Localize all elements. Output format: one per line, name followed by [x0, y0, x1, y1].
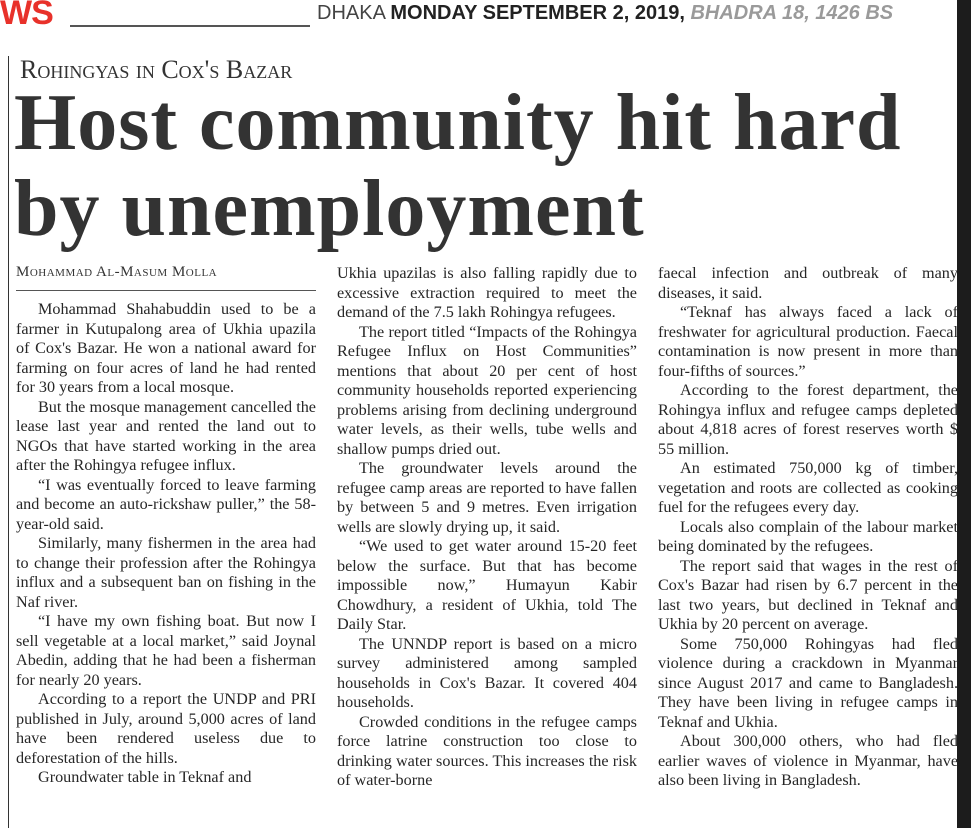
article-column-3 [658, 264, 958, 791]
paragraph: “We used to get water around 15-20 feet below the surface. But that has become impossible now,” Humayun Kabir Chowdhury, a resident of Ukhia, told The Daily Star. [337, 537, 637, 633]
article-kicker: Rohingyas in Cox's Bazar [20, 55, 293, 84]
dateline-bangla-date: BHADRA 18, 1426 BS [690, 2, 894, 24]
paragraph: Some 750,000 Rohingyas had fled violence during a crackdown in Myanmar since August 2017 and came to Bangladesh. They have been living in refugee camps in Teknaf and Ukhia. [658, 634, 958, 731]
article-headline: Host community hit hard by unemployment [14, 79, 902, 253]
paragraph: “Teknaf has always faced a lack of freshwater for agricultural production. Faecal contamination is now present in more than four-fifths of sources.” [658, 303, 958, 380]
paragraph: According to the forest department, the Rohingya influx and refugee camps depleted about 4,818 acres of forest reserves worth $ 55 million. [658, 381, 958, 458]
paragraph: The groundwater levels around the refugee camp areas are reported to have fallen by between 5 and 9 metres. Even irrigation wells are slowly drying up, it said. [337, 459, 637, 536]
paragraph: The report said that wages in the rest of Cox's Bazar had risen by 6.7 percent in the last two years, but declined in Teknaf and Ukhia by 20 percent on average. [658, 556, 958, 633]
byline-rule [16, 290, 316, 291]
paragraph: faecal infection and outbreak of many diseases, it said. [658, 264, 958, 302]
paragraph: But the mosque management cancelled the lease last year and rented the land out to NGOs that have started working in the area after the Rohingya refugee influx. [16, 397, 316, 474]
article-byline: Mohammad Al-Masum Molla [16, 264, 218, 280]
paragraph: The UNNDP report is based on a micro survey administered among sampled households in Cox's Bazar. It covered 404 households. [337, 634, 637, 711]
paragraph: An estimated 750,000 kg of timber, vegetation and roots are collected as cooking fuel for the refugees every day. [658, 459, 958, 516]
paragraph: Ukhia upazilas is also falling rapidly due to excessive extraction required to meet the demand of the 7.5 lakh Rohingya refugees. [337, 264, 637, 321]
newspaper-logo: WS [0, 0, 53, 32]
masthead [0, 0, 971, 30]
paragraph: “I was eventually forced to leave farming and become an auto-rickshaw puller,” the 58-year-old said. [16, 475, 316, 533]
article-column-1 [16, 300, 316, 788]
paragraph: According to a report the UNDP and PRI published in July, around 5,000 acres of land have been rendered useless due to deforestation of the hills. [16, 690, 316, 767]
paragraph: Mohammad Shahabuddin used to be a farmer in Kutupalong area of Ukhia upazila of Cox's Bazar. He won a national award for farming on four acres of land he had rented for 30 years from a local mosque. [16, 300, 316, 396]
masthead-rule [70, 25, 310, 27]
paragraph: Groundwater table in Teknaf and [38, 768, 252, 786]
column-divider [8, 56, 9, 828]
paragraph: Crowded conditions in the refugee camps force latrine construction too close to drinking water sources. This increases the risk of water-borne [337, 712, 637, 789]
dateline [317, 2, 893, 25]
dateline-date: MONDAY SEPTEMBER 2, 2019, [390, 2, 691, 24]
dateline-city: DHAKA [317, 2, 391, 24]
paragraph: “I have my own fishing boat. But now I sell vegetable at a local market,” said Joynal Abedin, adding that he had been a fisherman for nearly 20 years. [16, 612, 316, 689]
paragraph: The report titled “Impacts of the Rohingya Refugee Influx on Host Communities” mentions that about 20 per cent of host community households reported experiencing problems arising from declining underground water levels, as their wells, tube wells and shallow pumps dried out. [337, 322, 637, 458]
paragraph: Locals also complain of the labour market being dominated by the refugees. [658, 517, 958, 555]
paragraph: Similarly, many fishermen in the area had to change their profession after the Rohingya influx and a subsequent ban on fishing in the Naf river. [16, 534, 316, 611]
article-column-2 [337, 264, 637, 791]
paragraph: About 300,000 others, who had fled earlier waves of violence in Myanmar, have also been living in Bangladesh. [658, 732, 958, 789]
